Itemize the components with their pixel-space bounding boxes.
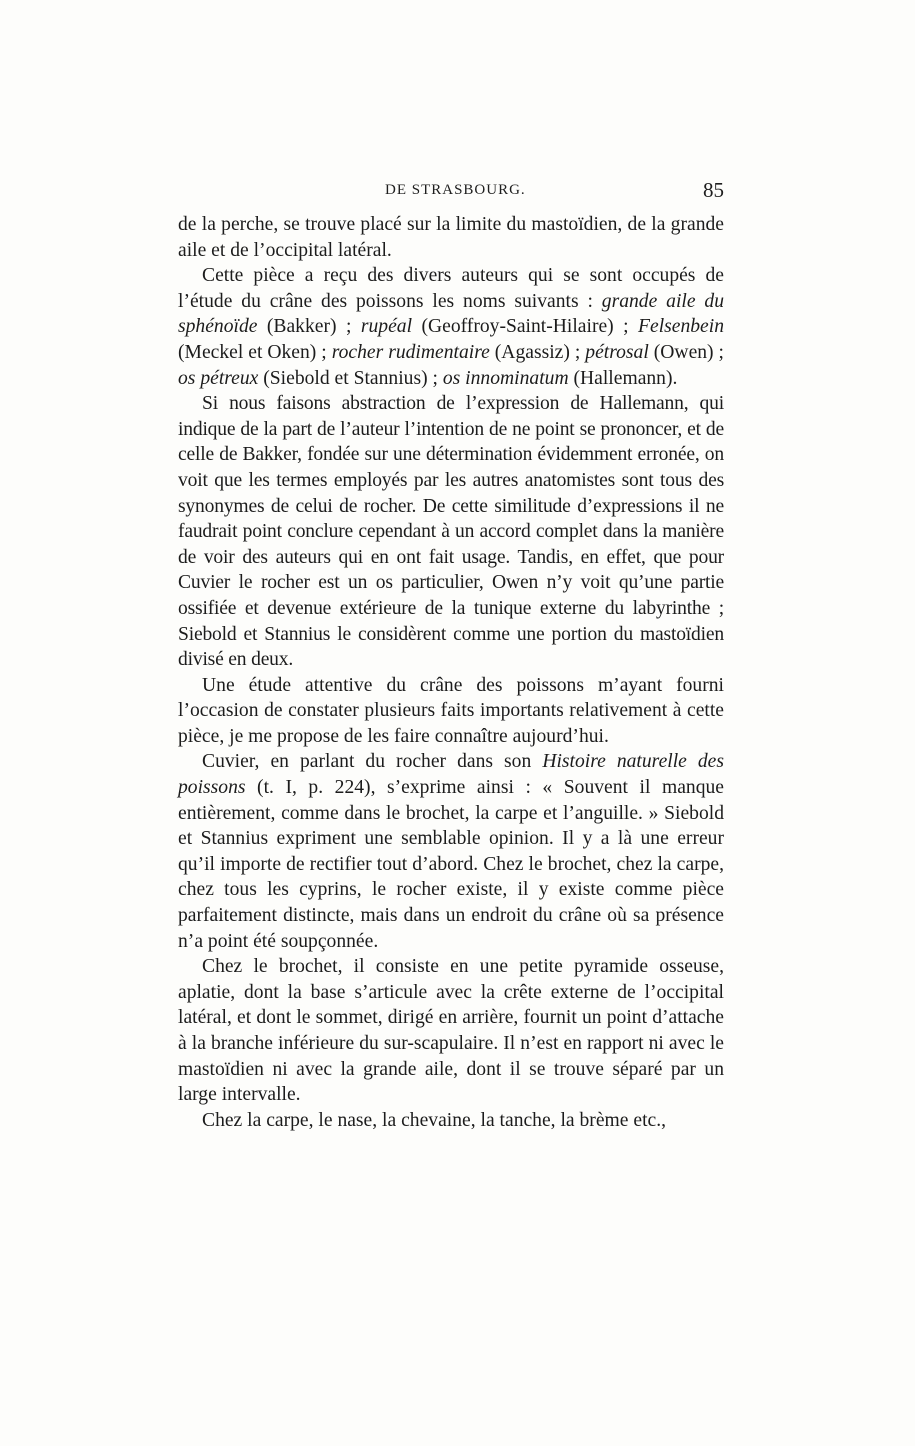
paragraph [178,954,724,1108]
text-run: (Agassiz) ; [489,341,586,363]
text-run: (Geoffroy-Saint-Hilaire) ; [412,316,639,338]
italic-term: rocher rudimentaire [331,341,490,363]
text-run: Cette pièce a reçu des divers auteurs qui se sont occupés de l’étude du crâne des poissons les noms suivants : [178,265,724,312]
text-run: Si nous faisons abstraction de l’expression de Hallemann, qui indique de la part de l’auteur l’intention de ne point se prononcer, et de celle de Bakker, fondée sur une détermination évidemment erronée, on voit que les termes employés par les autres anatomistes sont tous des synonymes de celui de rocher. De cette similitude d’expressions il ne faudrait point conclure cependant à un accord complet dans la manière de voir des auteurs qui en ont fait usage. Tandis, en effet, que pour Cuvier le rocher est un os particulier, Owen n’y voit qu’une partie ossifiée et devenue extérieure de la tunique externe du labyrinthe ; Siebold et Stannius le considèrent comme une portion du mastoïdien divisé en deux. [178,393,724,671]
paragraph [178,1108,724,1134]
italic-term: os pétreux [178,367,259,389]
italic-term: os innominatum [442,367,569,389]
text-run: Cuvier, en parlant du rocher dans son [202,751,543,773]
paragraph [178,391,724,673]
body-text [178,212,724,1133]
paragraph [178,263,724,391]
text-run: Une étude attentive du crâne des poissons m’ayant fourni l’occasion de constater plusieurs faits importants relativement à cette pièce, je me propose de les faire connaître aujourd’hui. [178,674,724,747]
paragraph [178,212,724,263]
italic-term: grande aile du sphénoïde [178,290,725,338]
text-run: (Owen) ; [648,341,724,363]
text-run: (Bakker) ; [257,316,361,338]
text-run: (Siebold et Stannius) ; [258,367,443,389]
text-run: (t. I, p. 224), s’exprime ainsi : « Souvent il manque entièrement, comme dans le brochet, la carpe et l’anguille. » Siebold et Stannius expriment une semblable opinion. Il y a là une erreur qu’il importe de rectifier tout d’abord. Chez le brochet, chez la carpe, chez tous les cyprins, le rocher existe, il y existe comme pièce parfaitement distincte, mais dans un endroit du crâne où sa présence n’a point été soupçonnée. [178,777,724,952]
text-run: Chez le brochet, il consiste en une petite pyramide osseuse, aplatie, dont la base s’articule avec la crête externe de l’occipital latéral, et dont le sommet, dirigé en arrière, fournit un point d’attache à la branche inférieure du sur-scapulaire. Il n’est en rapport ni avec le mastoïdien ni avec la grande aile, dont il se trouve séparé par un large intervalle. [178,956,724,1106]
italic-term: rupéal [360,316,413,338]
text-run: (Hallemann). [568,367,678,389]
text-run: Chez la carpe, le nase, la chevaine, la tanche, la brème etc., [202,1109,667,1131]
text-run: de la perche, se trouve placé sur la limite du mastoïdien, de la grande aile et de l’occipital latéral. [178,214,724,261]
page-header [178,178,724,206]
running-head: DE STRASBOURG. [385,182,526,198]
italic-term: Histoire naturelle des poissons [178,751,724,799]
page-number: 85 [703,178,724,202]
text-run: (Meckel et Oken) ; [178,341,332,363]
italic-term: Felsenbein [638,316,724,338]
paragraph [178,673,724,750]
italic-term: pétrosal [585,341,649,363]
paragraph [178,749,724,954]
